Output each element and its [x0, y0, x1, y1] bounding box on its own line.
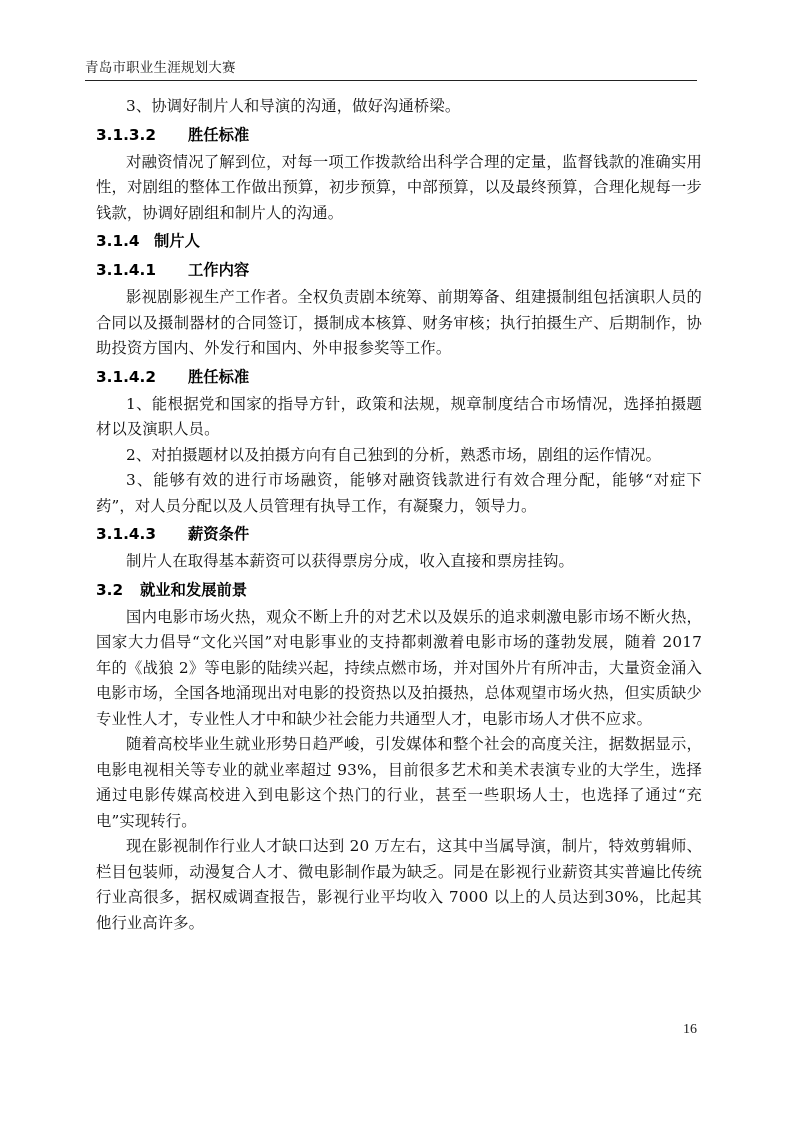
section-number: 3.1.4 — [96, 232, 140, 250]
section-heading — [96, 521, 702, 548]
paragraph: 现在影视制作行业人才缺口达到 20 万左右，这其中当属导演，制片，特效剪辑师、栏目包装师，动漫复合人才、微电影制作最为缺乏。同是在影视行业薪资其实普遍比传统行业高很多，据权威调查报告，影视行业平均收入 7000 以上的人员达到30%，比起其他行业高许多。 — [96, 837, 702, 932]
section-number: 3.2 — [96, 580, 124, 599]
section-heading — [96, 228, 702, 255]
section-number: 3.1.4.1 — [96, 261, 157, 279]
section-title: 薪资条件 — [188, 525, 250, 543]
paragraph: 对融资情况了解到位，对每一项工作拨款给出科学合理的定量，监督钱款的准确实用性，对剧组的整体工作做出预算，初步预算，中部预算，以及最终预算，合理化规每一步钱款，协调好剧组和制片人的沟通。 — [96, 152, 702, 222]
document-body — [96, 94, 702, 936]
paragraph: 影视剧影视生产工作者。全权负责剧本统筹、前期筹备、组建摄制组包括演职人员的合同以及摄制器材的合同签订，摄制成本核算、财务审核；执行拍摄生产、后期制作，协助投资方国内、外发行和国内、外申报参奖等工作。 — [96, 288, 702, 357]
paragraph: 1、能根据党和国家的指导方针，政策和法规，规章制度结合市场情况，选择拍摄题材以及演职人员。 — [96, 394, 702, 438]
section-heading — [96, 122, 702, 149]
section-title: 就业和发展前景 — [140, 580, 248, 599]
section-heading — [96, 364, 702, 391]
section-heading — [96, 577, 702, 604]
header-divider — [85, 80, 697, 81]
section-number: 3.1.3.2 — [96, 125, 157, 144]
paragraph: 制片人在取得基本薪资可以获得票房分成，收入直接和票房挂钩。 — [126, 552, 574, 570]
paragraph: 2、对拍摄题材以及拍摄方向有自己独到的分析，熟悉市场，剧组的运作情况。 — [126, 445, 662, 464]
section-number: 3.1.4.2 — [96, 367, 157, 386]
section-title: 胜任标准 — [188, 367, 250, 386]
paragraph: 3、协调好制片人和导演的沟通，做好沟通桥梁。 — [126, 97, 461, 115]
page-number: 16 — [683, 1022, 697, 1037]
paragraph: 国内电影市场火热，观众不断上升的对艺术以及娱乐的追求刺激电影市场不断火热，国家大力倡导“文化兴国”对电影事业的支持都刺激着电影市场的蓬勃发展，随着 2017 年的《战狼 2》等电影的陆续兴起，持续点燃市场，并对国外片有所冲击，大量资金涌入电影市场，全国各地涌现出对电影的投资热以及拍摄热，总体观望市场火热，但实质缺少专业性人才，专业性人才中和缺少社会能力共通型人才，电影市场人才供不应求。 — [96, 607, 702, 728]
section-number: 3.1.4.3 — [96, 525, 157, 543]
paragraph: 随着高校毕业生就业形势日趋严峻，引发媒体和整个社会的高度关注，据数据显示，电影电视相关等专业的就业率超过 93%，目前很多艺术和美术表演专业的大学生，选择通过电影传媒高校进入到电影这个热门的行业，甚至一些职场人士，也选择了通过“充电”实现转行。 — [96, 735, 702, 830]
section-title: 制片人 — [154, 232, 200, 250]
section-title: 胜任标准 — [188, 125, 250, 144]
running-header: 青岛市职业生涯规划大赛 — [85, 60, 236, 76]
section-title: 工作内容 — [188, 261, 250, 279]
section-heading — [96, 257, 702, 284]
paragraph: 3、能够有效的进行市场融资，能够对融资钱款进行有效合理分配，能够“对症下药”，对人员分配以及人员管理有执导工作，有凝聚力，领导力。 — [96, 471, 702, 515]
